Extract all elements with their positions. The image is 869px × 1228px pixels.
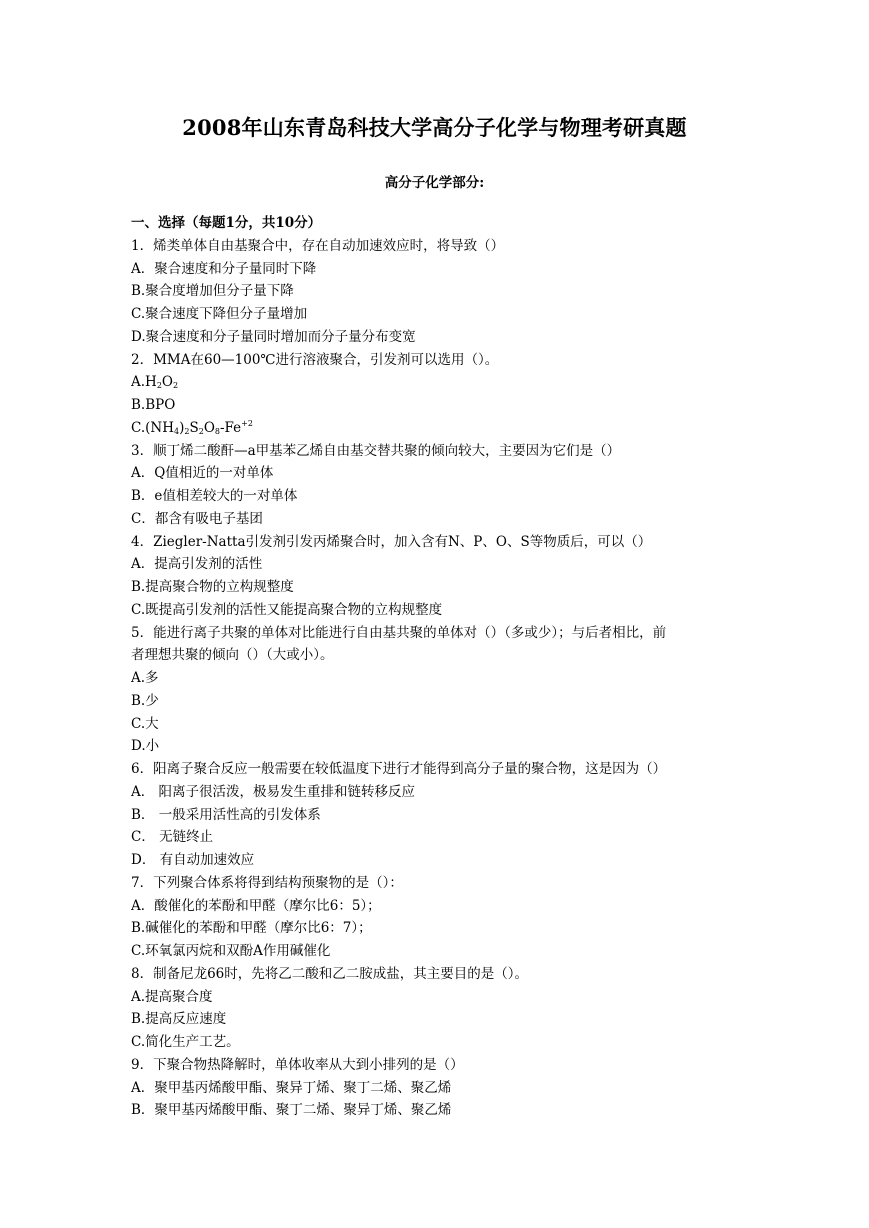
formula-text: A.H	[131, 374, 157, 391]
text-line: C.大	[131, 715, 159, 732]
text-line: B.聚合度增加但分子量下降	[131, 283, 294, 300]
formula-line-h2o2	[131, 371, 741, 394]
text-line: C.既提高引发剂的活性又能提高聚合物的立构规整度	[131, 601, 443, 618]
text-line: A．聚甲基丙烯酸甲酯、聚异丁烯、聚丁二烯、聚乙烯	[131, 1079, 452, 1096]
formula-superscript: +2	[241, 418, 253, 428]
formula-text: -Fe	[219, 419, 242, 436]
text-line: B．聚甲基丙烯酸甲酯、聚丁二烯、聚异丁烯、聚乙烯	[131, 1102, 452, 1119]
text-line: A.提高聚合度	[131, 988, 213, 1005]
text-line: 9．下聚合物热降解时，单体收率从大到小排列的是（）	[131, 1056, 464, 1073]
formula-subscript: 2	[198, 426, 204, 436]
text-line: B．e值相差较大的一对单体	[131, 488, 298, 504]
text-line: C．都含有吸电子基团	[131, 510, 263, 527]
text-line: 2．MMA在60—100℃进行溶液聚合，引发剂可以选用（）。	[131, 351, 499, 368]
text-line: B.提高反应速度	[131, 1011, 227, 1028]
text-line: B.碱催化的苯酚和甲醛（摩尔比6：7）；	[131, 920, 372, 937]
formula-subscript: 4	[174, 426, 180, 436]
text-line: B.少	[131, 692, 159, 709]
formula-subscript: 8	[214, 426, 220, 436]
text-line: C.环氧氯丙烷和双酚A作用碱催化	[131, 943, 331, 959]
formula-subscript: 2	[173, 381, 179, 391]
text-line: D.小	[131, 738, 160, 755]
formula-text: S	[189, 419, 199, 436]
formula-text: O	[161, 374, 173, 391]
text-line: C.聚合速度下降但分子量增加	[131, 306, 308, 322]
text-line: 3．顺丁烯二酸酐—a甲基苯乙烯自由基交替共聚的倾向较大，主要因为它们是（）	[131, 442, 621, 459]
formula-text: O	[203, 419, 215, 436]
text-line: 7．下列聚合体系将得到结构预聚物的是（）：	[131, 874, 403, 891]
text-line: C． 无链终止	[131, 829, 214, 846]
text-line: 4．Ziegler-Natta引发剂引发丙烯聚合时，加入含有N、P、O、S等物质后，可以（）	[131, 533, 652, 550]
text-line: 者理想共聚的倾向（）（大或小）。	[131, 647, 334, 664]
text-line: B.BPO	[131, 397, 176, 413]
text-line: C.简化生产工艺。	[131, 1034, 240, 1050]
text-line: A．酸催化的苯酚和甲醛（摩尔比6：5）；	[131, 897, 381, 914]
text-line: A．Q值相近的一对单体	[131, 465, 274, 482]
text-line: A．聚合速度和分子量同时下降	[131, 260, 317, 277]
text-line: 5．能进行离子共聚的单体对比能进行自由基共聚的单体对（）（多或少）；与后者相比，前	[131, 624, 667, 641]
text-line: A．提高引发剂的活性	[131, 556, 263, 573]
formula-text: C.(NH	[131, 419, 174, 436]
text-line: 1．烯类单体自由基聚合中，存在自动加速效应时，将导致（）	[131, 237, 505, 254]
question-body	[131, 212, 741, 1122]
text-line: B.提高聚合物的立构规整度	[131, 579, 294, 595]
text-line: A.多	[131, 670, 159, 686]
text-line: A． 阳离子很活泼，极易发生重排和链转移反应	[131, 783, 416, 800]
formula-line-persulfate	[131, 417, 741, 440]
text-line: B． 一般采用活性高的引发体系	[131, 806, 321, 823]
text-line: 6．阳离子聚合反应一般需要在较低温度下进行才能得到高分子量的聚合物，这是因为（）	[131, 761, 667, 777]
part-heading: 一、选择（每题1分，共10分）	[131, 215, 322, 231]
formula-text: )	[179, 419, 185, 436]
text-line: D． 有自动加速效应	[131, 852, 255, 868]
formula-subscript: 2	[156, 381, 162, 391]
text-line: D.聚合速度和分子量同时增加而分子量分布变宽	[131, 328, 416, 345]
text-line: 8．制备尼龙66时，先将乙二酸和乙二胺成盐，其主要目的是（）。	[131, 965, 529, 982]
formula-subscript: 2	[184, 426, 190, 436]
document-title: 2008年山东青岛科技大学高分子化学与物理考研真题	[182, 115, 687, 140]
section-title: 高分子化学部分:	[384, 175, 485, 191]
